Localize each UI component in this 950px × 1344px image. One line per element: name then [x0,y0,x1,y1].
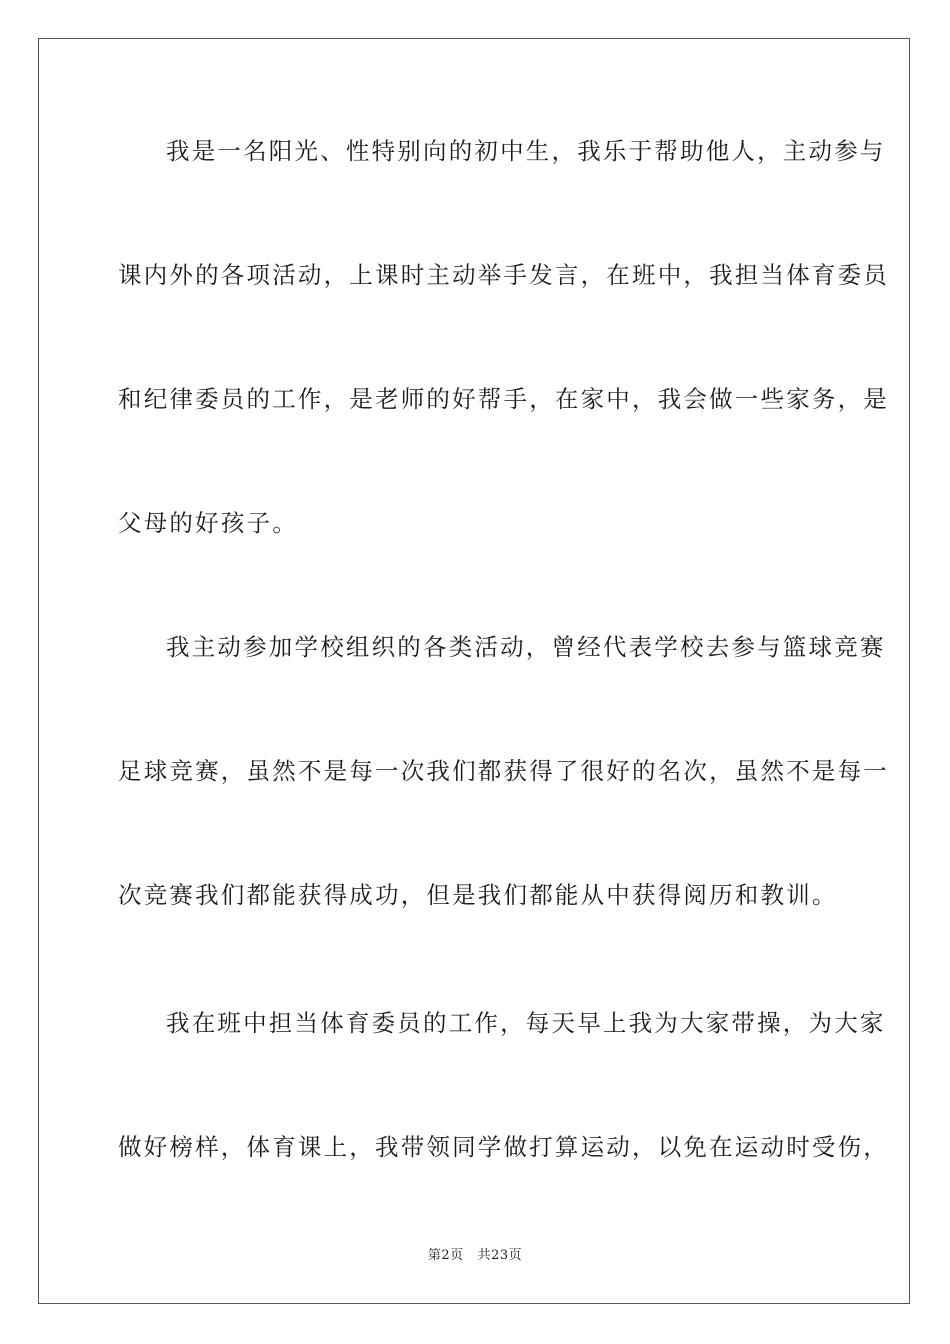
text-line: 我是一名阳光、性特别向的初中生，我乐于帮助他人，主动参与 [166,137,886,165]
text-line: 我主动参加学校组织的各类活动，曾经代表学校去参与篮球竞赛 [166,633,886,661]
text-line: 次竞赛我们都能获得成功，但是我们都能从中获得阅历和教训。 [118,881,838,909]
text-line: 父母的好孩子。 [118,509,298,537]
text-line: 我在班中担当体育委员的工作，每天早上我为大家带操，为大家 [166,1009,886,1037]
page-total: 共23页 [477,1248,523,1263]
page-footer [0,1248,950,1264]
text-line: 和纪律委员的工作，是老师的好帮手，在家中，我会做一些家务，是 [118,385,889,413]
text-line: 做好榜样，体育课上，我带领同学做打算运动，以免在运动时受伤， [118,1133,889,1161]
page-number: 第2页 [427,1248,464,1263]
text-line: 课内外的各项活动，上课时主动举手发言，在班中，我担当体育委员 [118,261,889,289]
text-line: 足球竞赛，虽然不是每一次我们都获得了很好的名次，虽然不是每一 [118,757,889,785]
page-border [38,38,910,1304]
